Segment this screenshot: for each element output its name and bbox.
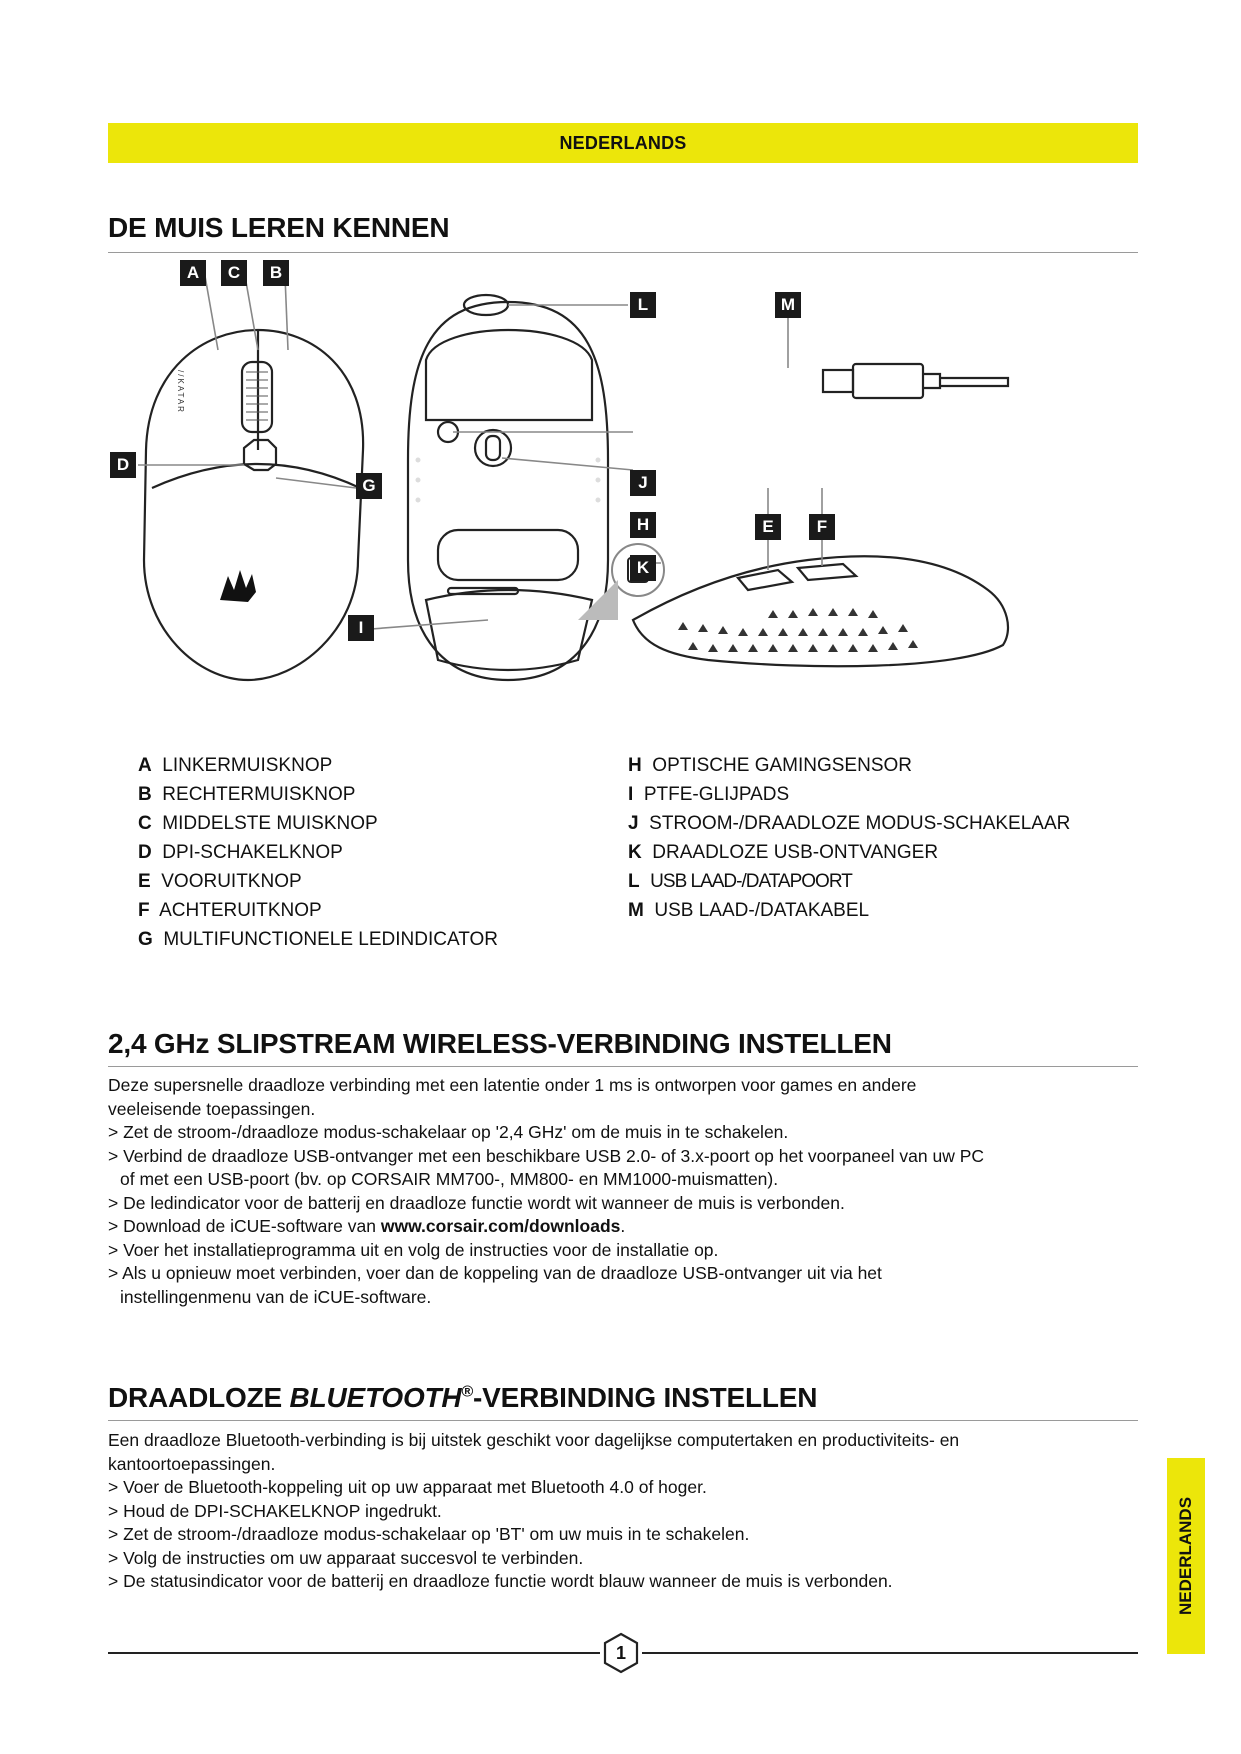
- bullet: > Volg de instructies om uw apparaat succesvol te verbinden.: [108, 1547, 584, 1568]
- language-banner-label: NEDERLANDS: [559, 132, 687, 153]
- callout-B: B: [263, 260, 289, 286]
- language-banner: [108, 123, 1138, 163]
- mouse-diagram: [108, 260, 1138, 730]
- section-title-mouse-overview: DE MUIS LEREN KENNEN: [108, 212, 450, 243]
- intro-line: Deze supersnelle draadloze verbinding met een latentie onder 1 ms is ontworpen voor games en andere: [108, 1075, 917, 1095]
- callout-A: A: [180, 260, 206, 286]
- legend-item: J STROOM-/DRAADLOZE MODUS-SCHAKELAAR: [628, 813, 1071, 834]
- slipstream-instructions: [108, 1074, 1138, 1309]
- callout-K: K: [630, 555, 656, 581]
- legend-item: B RECHTERMUISKNOP: [138, 784, 356, 805]
- bullet: > Verbind de draadloze USB-ontvanger met een beschikbare USB 2.0- of 3.x-poort op het voorpaneel van uw PC: [108, 1145, 985, 1166]
- callout-J: J: [630, 470, 656, 496]
- bullet: > Als u opnieuw moet verbinden, voer dan de koppeling van de draadloze USB-ontvanger uit via het: [108, 1263, 882, 1283]
- bullet: > Voer de Bluetooth-koppeling uit op uw apparaat met Bluetooth 4.0 of hoger.: [108, 1477, 707, 1497]
- side-language-label: NEDERLANDS: [1176, 1496, 1195, 1616]
- callout-L: L: [630, 292, 656, 318]
- bullet: > De ledindicator voor de batterij en draadloze functie wordt wit wanneer de muis is verbonden.: [108, 1192, 845, 1213]
- section-divider: [108, 1066, 1138, 1067]
- bluetooth-instructions: [108, 1429, 1138, 1594]
- footer-rule-left: [108, 1652, 600, 1654]
- legend-right: [628, 751, 1070, 925]
- section-title-bluetooth: DRAADLOZE BLUETOOTH®-VERBINDING INSTELLEN: [108, 1382, 818, 1413]
- bullet: > Zet de stroom-/draadloze modus-schakelaar op '2,4 GHz' om de muis in te schakelen.: [108, 1122, 789, 1142]
- callout-G: G: [356, 473, 382, 499]
- bullet: > De statusindicator voor de batterij en draadloze functie wordt blauw wanneer de muis is verbonden.: [108, 1571, 893, 1591]
- legend-item: F ACHTERUITKNOP: [138, 900, 322, 921]
- callout-D: D: [110, 452, 136, 478]
- corsair-logo: [220, 570, 256, 602]
- bullet-continuation: of met een USB-poort (bv. op CORSAIR MM700-, MM800- en MM1000-muismatten).: [120, 1169, 779, 1189]
- bullet: > Houd de DPI-SCHAKELKNOP ingedrukt.: [108, 1500, 442, 1521]
- mouse-diagram-illustration: [108, 260, 1138, 730]
- section-divider: [108, 1420, 1138, 1421]
- legend-item: I PTFE-GLIJPADS: [628, 784, 790, 805]
- legend-item: L USB LAAD-/DATAPOORT: [628, 871, 852, 892]
- callout-E: E: [755, 514, 781, 540]
- intro-line: kantoortoepassingen.: [108, 1453, 276, 1474]
- callout-I: I: [348, 615, 374, 641]
- footer-rule-right: [642, 1652, 1138, 1654]
- legend-item: M USB LAAD-/DATAKABEL: [628, 900, 870, 921]
- page-number-badge: [600, 1632, 642, 1674]
- side-language-tab: [1167, 1458, 1205, 1654]
- callout-H: H: [630, 512, 656, 538]
- legend-left: [138, 751, 498, 954]
- legend-item: D DPI-SCHAKELKNOP: [138, 842, 343, 863]
- callout-M: M: [775, 292, 801, 318]
- legend-item: G MULTIFUNCTIONELE LEDINDICATOR: [138, 929, 498, 950]
- legend-item: H OPTISCHE GAMINGSENSOR: [628, 755, 912, 776]
- bullet: > Voer het installatieprogramma uit en volg de instructies voor de installatie op.: [108, 1239, 719, 1260]
- intro-line: veeleisende toepassingen.: [108, 1098, 316, 1119]
- mouse-brand-text: //KATAR: [176, 370, 185, 414]
- legend-item: K DRAADLOZE USB-ONTVANGER: [628, 842, 939, 863]
- intro-line: Een draadloze Bluetooth-verbinding is bij uitstek geschikt voor dagelijkse computertaken en productiviteits- en: [108, 1430, 960, 1450]
- callout-F: F: [809, 514, 835, 540]
- legend-item: C MIDDELSTE MUISKNOP: [138, 813, 378, 834]
- legend-item: A LINKERMUISKNOP: [138, 755, 333, 776]
- section-divider: [108, 252, 1138, 253]
- page-number: 1: [615, 1642, 626, 1663]
- callout-C: C: [221, 260, 247, 286]
- bullet-continuation: instellingenmenu van de iCUE-software.: [120, 1286, 432, 1307]
- downloads-link[interactable]: www.corsair.com/downloads: [380, 1216, 621, 1236]
- bullet: > Zet de stroom-/draadloze modus-schakelaar op 'BT' om uw muis in te schakelen.: [108, 1524, 750, 1544]
- bullet: > Download de iCUE-software van www.corsair.com/downloads.: [108, 1216, 626, 1236]
- legend-item: E VOORUITKNOP: [138, 871, 302, 892]
- section-title-slipstream: 2,4 GHz SLIPSTREAM WIRELESS-VERBINDING INSTELLEN: [108, 1028, 892, 1059]
